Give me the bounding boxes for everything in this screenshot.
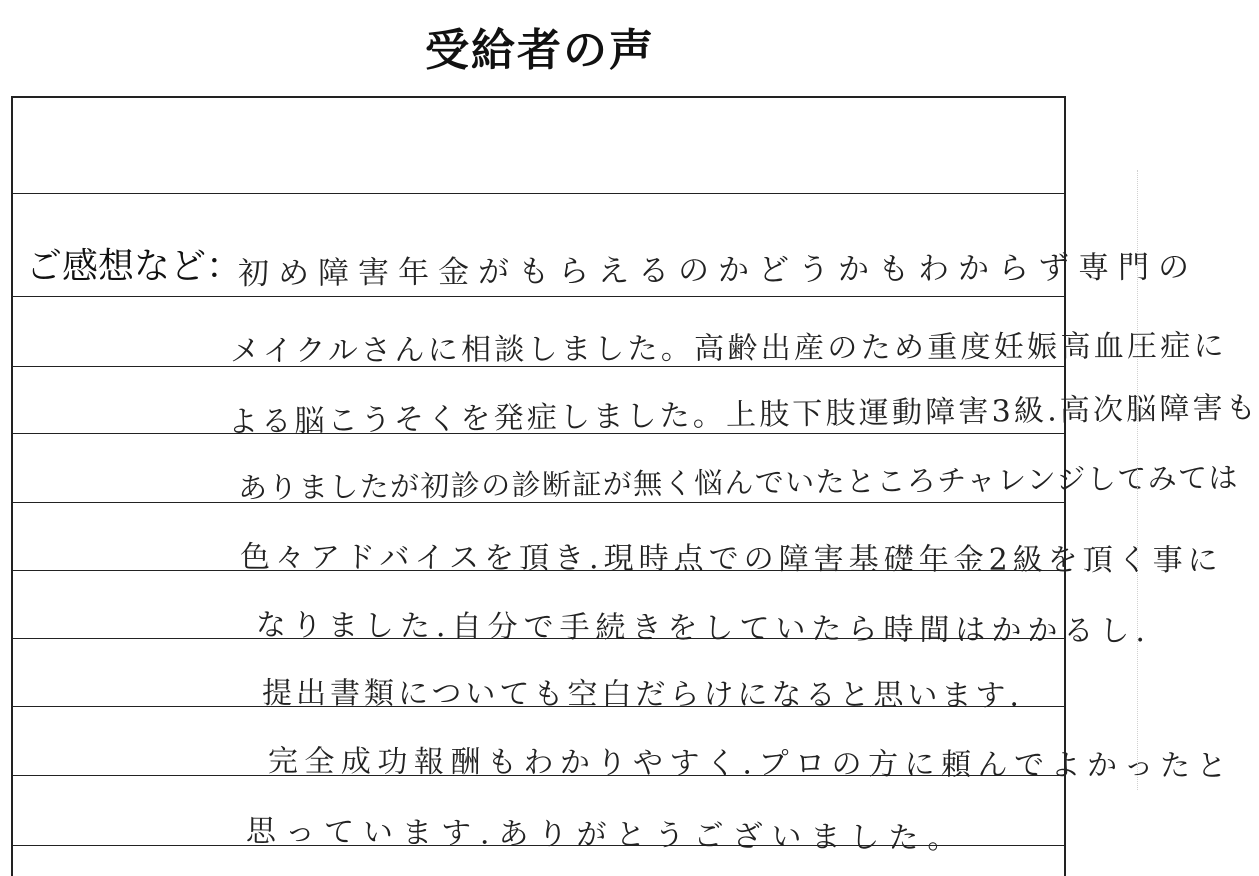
scan-edge-mark (1137, 170, 1146, 790)
handwritten-line: 色々アドバイスを頂き.現時点での障害基礎年金2級を頂く事に (239, 540, 1223, 579)
handwritten-line: よる脳こうそくを発症しました。上肢下肢運動障害3級.高次脳障害も (227, 390, 1259, 440)
comments-label: ご感想など： (26, 246, 243, 287)
handwritten-line: なりました.自分で手続きをしていたら時間はかかるし. (255, 608, 1152, 650)
handwritten-line: 提出書類についても空白だらけになると思います. (261, 676, 1023, 714)
handwritten-line: メイクルさんに相談しました。高齢出産のため重度妊娠高血圧症に (229, 328, 1228, 369)
handwritten-line: ありましたが初診の診断証が無く悩んでいたところチャレンジしてみては (237, 460, 1240, 505)
page-title: 受給者の声 (425, 25, 655, 76)
handwritten-line: 完全成功報酬もわかりやすく.プロの方に頼んでよかったと (267, 744, 1234, 785)
ruled-line (11, 193, 1066, 194)
ruled-line (11, 296, 1066, 297)
handwritten-line: 思っています.ありがとうございました。 (245, 814, 967, 857)
handwritten-line: 初め障害年金がもらえるのかどうかもわからず専門の (237, 249, 1199, 292)
